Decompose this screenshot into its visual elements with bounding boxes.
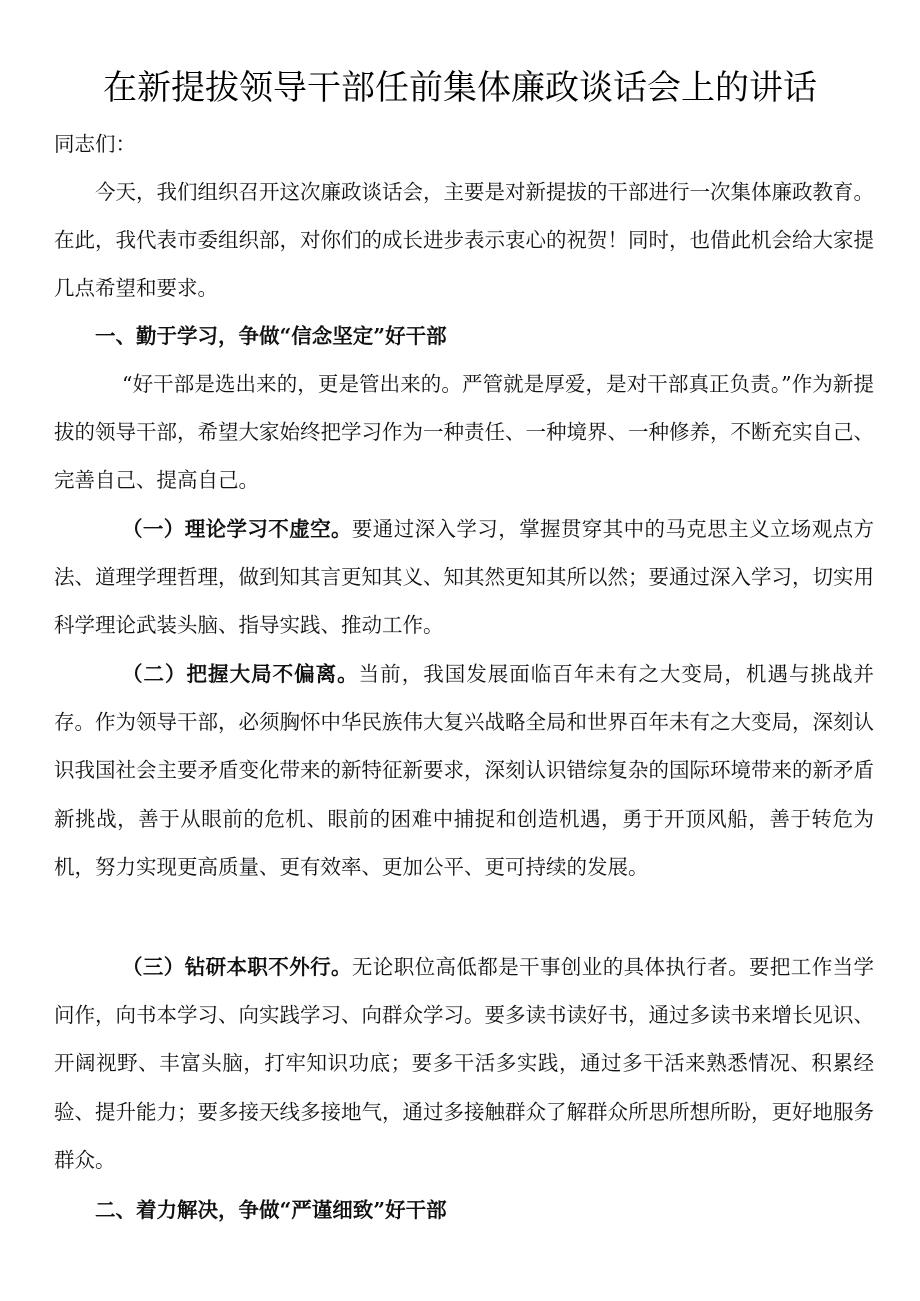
greeting: 同志们： <box>54 132 136 156</box>
item-2-lead: （二）把握大局不偏离。 <box>122 662 359 686</box>
section-1-paragraph: “好干部是选出来的，更是管出来的。严管就是厚爱，是对干部真正负责。”作为新提拔的领导干部，希望大家始终把学习作为一种责任、一种境界、一种修养，不断充实自己、完善自己、提高自己。 <box>54 372 874 493</box>
item-3-text: 无论职位高低都是干事创业的具体执行者。要把工作当学问作，向书本学习、向实践学习、向群众学习。要多读书读好书，通过多读书来增长见识、开阔视野、丰富头脑，打牢知识功底；要多干活多实践，通过多干活来熟悉情况、积累经验、提升能力；要多接天线多接地气，通过多接触群众了解群众所思所想所盼，更好地服务群众。 <box>54 955 875 1172</box>
intro-paragraph: 今天，我们组织召开这次廉政谈话会，主要是对新提拔的干部进行一次集体廉政教育。在此，我代表市委组织部，对你们的成长进步表示衷心的祝贺！同时，也借此机会给大家提几点希望和要求。 <box>54 180 874 301</box>
item-1-paragraph <box>54 505 874 650</box>
item-3-lead: （三）钻研本职不外行。 <box>122 955 352 979</box>
item-1-text: 要通过深入学习，掌握贯穿其中的马克思主义立场观点方法、道理学理哲理，做到知其言更知其义、知其然更知其所以然；要通过深入学习，切实用科学理论武装头脑、指导实践、推动工作。 <box>54 517 875 638</box>
document-title: 在新提拔领导干部任前集体廉政谈话会上的讲话 <box>103 68 817 108</box>
item-3-paragraph <box>54 943 874 1184</box>
item-1-lead: （一）理论学习不虚空。 <box>122 517 352 541</box>
section-1-heading: 一、勤于学习，争做“信念坚定”好干部 <box>95 324 447 348</box>
item-2-text: 当前，我国发展面临百年未有之大变局，机遇与挑战并存。作为领导干部，必须胸怀中华民族伟大复兴战略全局和世界百年未有之大变局，深刻认识我国社会主要矛盾变化带来的新特征新要求，深刻认识错综复杂的国际环境带来的新矛盾新挑战，善于从眼前的危机、眼前的困难中捕捉和创造机遇，勇于开顶风船，善于转危为机，努力实现更高质量、更有效率、更加公平、更可持续的发展。 <box>54 662 875 879</box>
section-2-heading: 二、着力解决，争做“严谨细致”好干部 <box>95 1198 447 1222</box>
item-2-paragraph <box>54 650 874 891</box>
